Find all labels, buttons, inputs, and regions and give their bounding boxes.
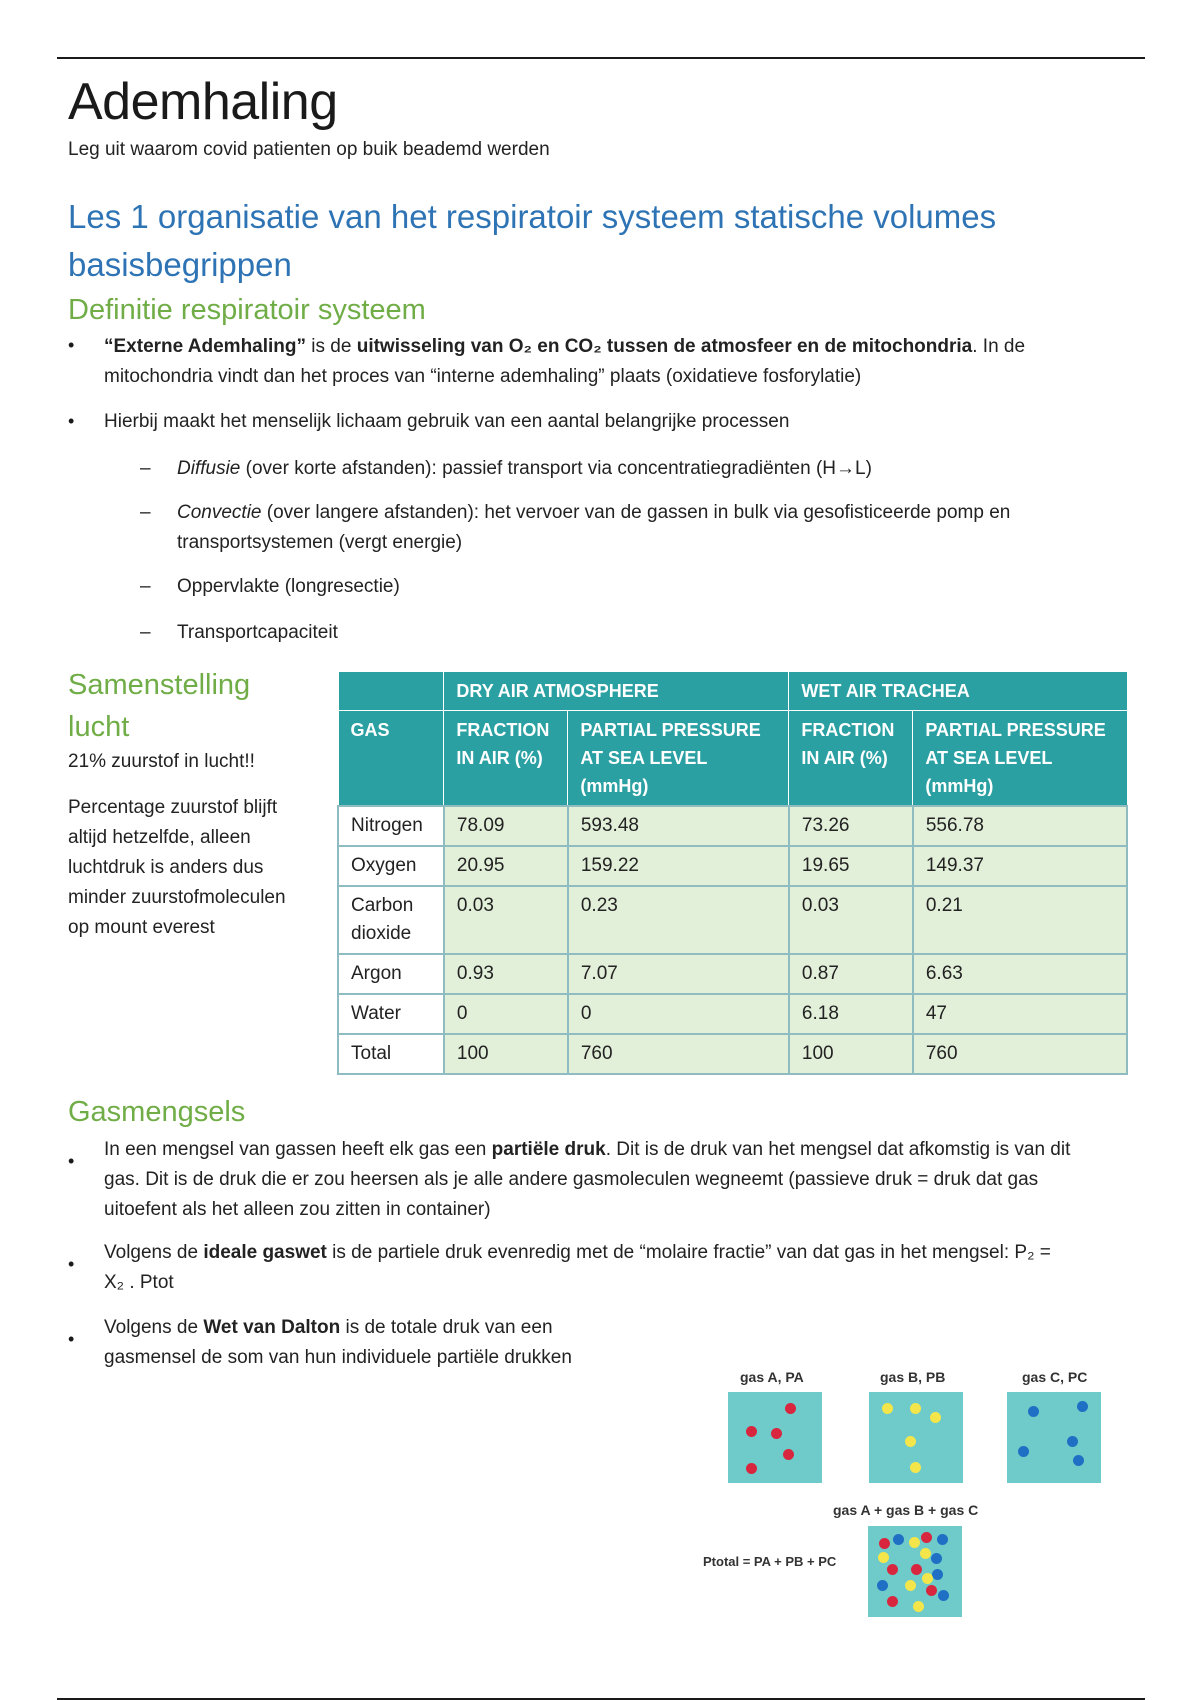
text: Convectie bbox=[177, 502, 262, 523]
gasmengsels-bullet-1 bbox=[104, 1135, 1154, 1225]
blue-molecule-dot bbox=[877, 1580, 888, 1591]
text: op mount everest bbox=[68, 917, 215, 938]
table-group-wet: WET AIR TRACHEA bbox=[789, 672, 1127, 711]
text: Diffusie bbox=[177, 458, 241, 479]
wet-van-dalton-term: Wet van Dalton bbox=[203, 1317, 341, 1338]
table-cell-wet-pressure: 149.37 bbox=[913, 846, 1127, 886]
table-cell-dry-pressure: 0.23 bbox=[568, 886, 789, 954]
table-row bbox=[338, 1034, 1127, 1074]
text: transportsystemen (vergt energie) bbox=[177, 532, 463, 553]
table-row bbox=[338, 886, 1127, 954]
partiele-druk-term: partiële druk bbox=[491, 1139, 606, 1160]
bullet-marker: • bbox=[68, 1151, 75, 1171]
col-wet-fraction: FRACTION IN AIR (%) bbox=[789, 711, 913, 807]
sub-item-diffusie bbox=[177, 454, 872, 484]
samenstelling-note: 21% zuurstof in lucht!! bbox=[68, 751, 255, 772]
table-cell-wet-fraction: 6.18 bbox=[789, 994, 913, 1034]
text: Samenstelling bbox=[68, 669, 251, 701]
table-column-header bbox=[338, 711, 1127, 807]
gasmengsels-bullet-3 bbox=[104, 1313, 704, 1373]
label-gas-mix: gas A + gas B + gas C bbox=[833, 1502, 979, 1518]
text: luchtdruk is anders dus bbox=[68, 857, 264, 878]
col-dry-pressure: PARTIAL PRESSURE AT SEA LEVEL (mmHg) bbox=[568, 711, 789, 807]
text: uitoefent als het alleen zou zitten in container) bbox=[104, 1199, 491, 1220]
text: altijd hetzelfde, alleen bbox=[68, 827, 251, 848]
table-cell-gas: Carbon dioxide bbox=[338, 886, 444, 954]
dash-marker: – bbox=[140, 502, 151, 523]
sub-item-convectie bbox=[177, 498, 1137, 558]
yellow-molecule-dot bbox=[882, 1403, 893, 1414]
table-cell-dry-fraction: 78.09 bbox=[444, 806, 568, 846]
yellow-molecule-dot bbox=[920, 1548, 931, 1559]
table-cell-dry-fraction: 20.95 bbox=[444, 846, 568, 886]
table-row bbox=[338, 846, 1127, 886]
col-wet-pressure: PARTIAL PRESSURE AT SEA LEVEL (mmHg) bbox=[913, 711, 1127, 807]
yellow-molecule-dot bbox=[878, 1552, 889, 1563]
table-cell-dry-pressure: 0 bbox=[568, 994, 789, 1034]
blue-molecule-dot bbox=[931, 1553, 942, 1564]
sub-item-transportcapaciteit: Transportcapaciteit bbox=[177, 622, 338, 643]
table-cell-gas: Total bbox=[338, 1034, 444, 1074]
blue-molecule-dot bbox=[1018, 1446, 1029, 1457]
bullet-marker: • bbox=[68, 335, 75, 355]
red-molecule-dot bbox=[926, 1585, 937, 1596]
definitie-bullet-1 bbox=[104, 332, 1144, 392]
uitwisseling-term: uitwisseling van O₂ en CO₂ tussen de atmosfeer en de mitochondria bbox=[356, 336, 973, 357]
label-gas-b: gas B, PB bbox=[880, 1369, 946, 1385]
text: Volgens de bbox=[104, 1317, 204, 1338]
air-composition-table bbox=[337, 671, 1128, 1075]
table-cell-wet-pressure: 556.78 bbox=[913, 806, 1127, 846]
table-cell-dry-pressure: 760 bbox=[568, 1034, 789, 1074]
text: . Dit is de druk van het mengsel dat afkomstig is van dit bbox=[605, 1139, 1071, 1160]
table-group-header bbox=[338, 672, 1127, 711]
col-gas: GAS bbox=[338, 711, 444, 807]
text: gas. Dit is de druk die er zou heersen als je alle andere gasmoleculen wegneemt (passieve druk = druk dat gas bbox=[104, 1169, 1039, 1190]
text: mitochondria vindt dan het proces van “interne ademhaling” plaats (oxidatieve fosforylatie) bbox=[104, 366, 862, 387]
sub-item-oppervlakte: Oppervlakte (longresectie) bbox=[177, 576, 400, 597]
externe-ademhaling-term: “Externe Ademhaling” bbox=[104, 336, 307, 357]
page-title: Ademhaling bbox=[68, 73, 338, 131]
table-cell-wet-fraction: 0.87 bbox=[789, 954, 913, 994]
text: X₂ . Ptot bbox=[104, 1272, 174, 1293]
red-molecule-dot bbox=[911, 1564, 922, 1575]
text: Percentage zuurstof blijft bbox=[68, 797, 278, 818]
samenstelling-paragraph bbox=[68, 793, 318, 943]
container-gas-a bbox=[728, 1392, 822, 1483]
blue-molecule-dot bbox=[893, 1534, 904, 1545]
table-group-dry: DRY AIR ATMOSPHERE bbox=[444, 672, 789, 711]
ideale-gaswet-term: ideale gaswet bbox=[203, 1242, 327, 1263]
label-gas-c: gas C, PC bbox=[1022, 1369, 1088, 1385]
text: gasmensel de som van hun individuele partiële drukken bbox=[104, 1347, 572, 1368]
yellow-molecule-dot bbox=[905, 1580, 916, 1591]
dash-marker: – bbox=[140, 622, 151, 643]
table-cell-wet-fraction: 100 bbox=[789, 1034, 913, 1074]
yellow-molecule-dot bbox=[910, 1403, 921, 1414]
text: is de totale druk van een bbox=[340, 1317, 553, 1338]
red-molecule-dot bbox=[783, 1449, 794, 1460]
text: minder zuurstofmoleculen bbox=[68, 887, 286, 908]
dash-marker: – bbox=[140, 458, 151, 479]
blue-molecule-dot bbox=[1077, 1401, 1088, 1412]
text: lucht bbox=[68, 711, 130, 743]
col-dry-fraction: FRACTION IN AIR (%) bbox=[444, 711, 568, 807]
yellow-molecule-dot bbox=[913, 1601, 924, 1612]
text: (over korte afstanden): passief transport via concentratiegradiënten (H→L) bbox=[240, 458, 872, 479]
text: . In de bbox=[972, 336, 1026, 357]
dalton-equation: Ptotal = PA + PB + PC bbox=[703, 1554, 837, 1569]
bullet-marker: • bbox=[68, 1254, 75, 1274]
table-cell-dry-pressure: 7.07 bbox=[568, 954, 789, 994]
yellow-molecule-dot bbox=[909, 1537, 920, 1548]
lesson-heading: Les 1 organisatie van het respiratoir systeem statische volumes basisbegrippen bbox=[68, 198, 997, 283]
red-molecule-dot bbox=[879, 1538, 890, 1549]
red-molecule-dot bbox=[921, 1532, 932, 1543]
red-molecule-dot bbox=[887, 1596, 898, 1607]
table-cell-dry-fraction: 100 bbox=[444, 1034, 568, 1074]
table-cell-wet-fraction: 73.26 bbox=[789, 806, 913, 846]
text: In een mengsel van gassen heeft elk gas een bbox=[104, 1139, 492, 1160]
red-molecule-dot bbox=[746, 1463, 757, 1474]
table-cell-gas: Oxygen bbox=[338, 846, 444, 886]
samenstelling-heading bbox=[68, 664, 250, 748]
table-cell-wet-fraction: 19.65 bbox=[789, 846, 913, 886]
table-cell-wet-pressure: 0.21 bbox=[913, 886, 1127, 954]
gasmengsels-bullet-2 bbox=[104, 1238, 1154, 1298]
red-molecule-dot bbox=[887, 1564, 898, 1575]
blue-molecule-dot bbox=[1067, 1436, 1078, 1447]
red-molecule-dot bbox=[746, 1426, 757, 1437]
table-header-cell bbox=[338, 672, 444, 711]
yellow-molecule-dot bbox=[930, 1412, 941, 1423]
table-cell-wet-pressure: 47 bbox=[913, 994, 1127, 1034]
container-gas-mix bbox=[868, 1526, 962, 1617]
dash-marker: – bbox=[140, 576, 151, 597]
table-cell-wet-pressure: 6.63 bbox=[913, 954, 1127, 994]
top-rule bbox=[57, 57, 1145, 59]
bullet-marker: • bbox=[68, 411, 75, 431]
table-cell-dry-fraction: 0.03 bbox=[444, 886, 568, 954]
table-cell-dry-pressure: 593.48 bbox=[568, 806, 789, 846]
page-subtitle: Leg uit waarom covid patienten op buik beademd werden bbox=[68, 139, 550, 160]
yellow-molecule-dot bbox=[922, 1573, 933, 1584]
text: (over langere afstanden): het vervoer van de gassen in bulk via gesofisticeerde pomp en bbox=[261, 502, 1011, 523]
table-row bbox=[338, 954, 1127, 994]
table-cell-gas: Nitrogen bbox=[338, 806, 444, 846]
table-cell-dry-fraction: 0 bbox=[444, 994, 568, 1034]
table-cell-wet-fraction: 0.03 bbox=[789, 886, 913, 954]
table-row bbox=[338, 806, 1127, 846]
table-cell-gas: Water bbox=[338, 994, 444, 1034]
container-gas-c bbox=[1007, 1392, 1101, 1483]
blue-molecule-dot bbox=[1073, 1455, 1084, 1466]
bullet-marker: • bbox=[68, 1329, 75, 1349]
blue-molecule-dot bbox=[932, 1569, 943, 1580]
blue-molecule-dot bbox=[938, 1590, 949, 1601]
red-molecule-dot bbox=[771, 1428, 782, 1439]
table-cell-dry-pressure: 159.22 bbox=[568, 846, 789, 886]
definitie-bullet-2: Hierbij maakt het menselijk lichaam gebruik van een aantal belangrijke processen bbox=[104, 411, 790, 432]
container-gas-b bbox=[869, 1392, 963, 1483]
definitie-heading: Definitie respiratoir systeem bbox=[68, 294, 426, 326]
table-cell-gas: Argon bbox=[338, 954, 444, 994]
blue-molecule-dot bbox=[1028, 1406, 1039, 1417]
blue-molecule-dot bbox=[937, 1534, 948, 1545]
table-cell-wet-pressure: 760 bbox=[913, 1034, 1127, 1074]
table-cell-dry-fraction: 0.93 bbox=[444, 954, 568, 994]
gasmengsels-heading: Gasmengsels bbox=[68, 1096, 246, 1128]
red-molecule-dot bbox=[785, 1403, 796, 1414]
text: is de partiele druk evenredig met de “molaire fractie” van dat gas in het mengsel: P₂ = bbox=[326, 1242, 1051, 1263]
text: is de bbox=[306, 336, 357, 357]
yellow-molecule-dot bbox=[905, 1436, 916, 1447]
label-gas-a: gas A, PA bbox=[740, 1369, 804, 1385]
text: Volgens de bbox=[104, 1242, 204, 1263]
yellow-molecule-dot bbox=[910, 1462, 921, 1473]
table-row bbox=[338, 994, 1127, 1034]
table-body bbox=[338, 806, 1127, 1074]
